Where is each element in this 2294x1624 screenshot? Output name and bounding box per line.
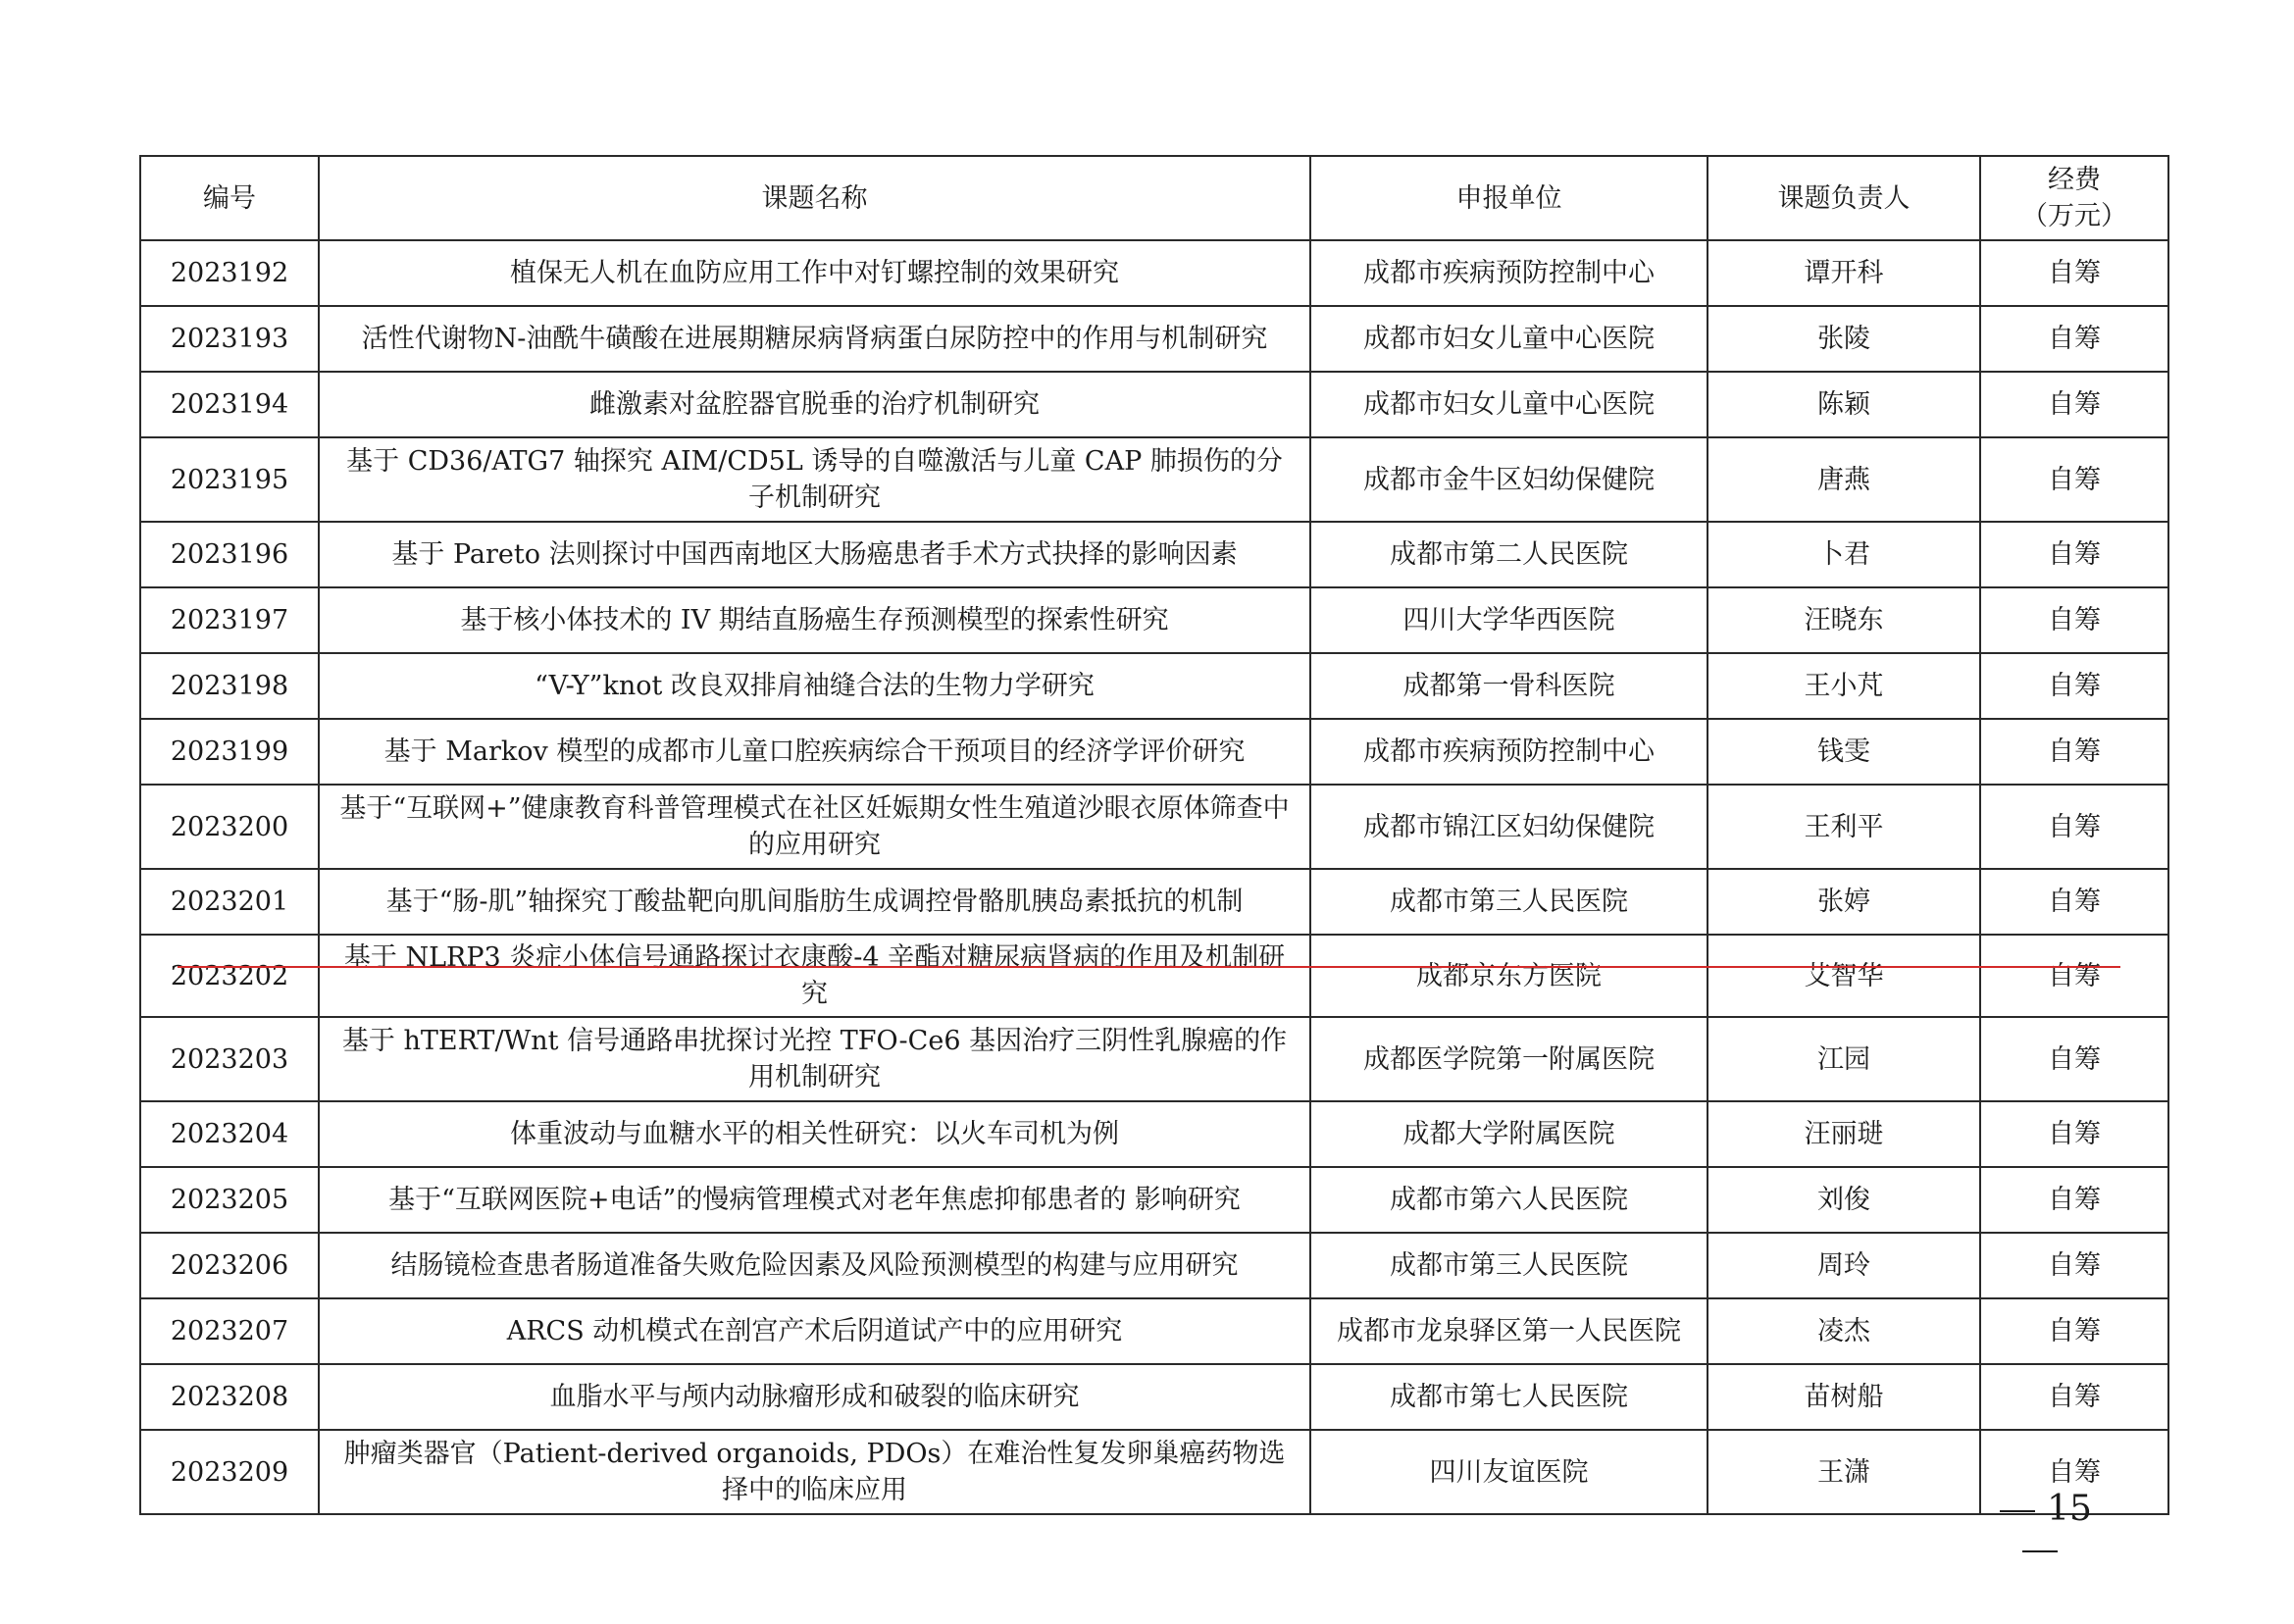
cell-lead: 艾智华 xyxy=(1708,935,1980,1017)
table-row xyxy=(140,1101,2168,1167)
cell-unit: 成都市第六人民医院 xyxy=(1310,1167,1708,1233)
cell-lead: 卜君 xyxy=(1708,522,1980,587)
page-number xyxy=(1962,1489,2118,1569)
cell-lead: 张婷 xyxy=(1708,869,1980,935)
cell-unit: 成都第一骨科医院 xyxy=(1310,653,1708,719)
cell-unit: 成都大学附属医院 xyxy=(1310,1101,1708,1167)
cell-fund: 自筹 xyxy=(1980,1430,2168,1514)
cell-id: 2023192 xyxy=(140,240,319,306)
cell-fund: 自筹 xyxy=(1980,869,2168,935)
table-row xyxy=(140,306,2168,372)
cell-id: 2023197 xyxy=(140,587,319,653)
cell-unit: 成都市疾病预防控制中心 xyxy=(1310,240,1708,306)
cell-id: 2023206 xyxy=(140,1233,319,1298)
cell-fund: 自筹 xyxy=(1980,653,2168,719)
cell-title: 基于 hTERT/Wnt 信号通路串扰探讨光控 TFO-Ce6 基因治疗三阴性乳腺癌的作用机制研究 xyxy=(319,1017,1310,1101)
cell-fund: 自筹 xyxy=(1980,1017,2168,1101)
cell-unit: 四川大学华西医院 xyxy=(1310,587,1708,653)
cell-title: 基于“肠-肌”轴探究丁酸盐靶向肌间脂肪生成调控骨骼肌胰岛素抵抗的机制 xyxy=(319,869,1310,935)
cell-id: 2023208 xyxy=(140,1364,319,1430)
table-body xyxy=(140,240,2168,1514)
cell-unit: 成都医学院第一附属医院 xyxy=(1310,1017,1708,1101)
table-row xyxy=(140,1364,2168,1430)
header-fund-line2: （万元） xyxy=(2021,201,2127,231)
cell-unit: 成都市第七人民医院 xyxy=(1310,1364,1708,1430)
table-row xyxy=(140,587,2168,653)
cell-unit: 成都市妇女儿童中心医院 xyxy=(1310,306,1708,372)
cell-id: 2023199 xyxy=(140,719,319,785)
table-row xyxy=(140,1430,2168,1514)
page-dash-left xyxy=(2000,1510,2035,1512)
header-lead: 课题负责人 xyxy=(1708,156,1980,240)
cell-id: 2023194 xyxy=(140,372,319,437)
cell-id: 2023205 xyxy=(140,1167,319,1233)
cell-unit: 成都市第三人民医院 xyxy=(1310,1233,1708,1298)
cell-unit: 成都市金牛区妇幼保健院 xyxy=(1310,437,1708,522)
cell-lead: 苗树船 xyxy=(1708,1364,1980,1430)
cell-id: 2023193 xyxy=(140,306,319,372)
cell-title: 基于 Pareto 法则探讨中国西南地区大肠癌患者手术方式抉择的影响因素 xyxy=(319,522,1310,587)
cell-title: 基于“互联网医院+电话”的慢病管理模式对老年焦虑抑郁患者的 影响研究 xyxy=(319,1167,1310,1233)
cell-title: 基于 Markov 模型的成都市儿童口腔疾病综合干预项目的经济学评价研究 xyxy=(319,719,1310,785)
cell-id: 2023198 xyxy=(140,653,319,719)
table-row xyxy=(140,869,2168,935)
cell-lead: 王潇 xyxy=(1708,1430,1980,1514)
header-fund-line1: 经费 xyxy=(2048,165,2101,195)
table-row xyxy=(140,522,2168,587)
cell-fund: 自筹 xyxy=(1980,1298,2168,1364)
cell-title: 植保无人机在血防应用工作中对钉螺控制的效果研究 xyxy=(319,240,1310,306)
cell-title: “V-Y”knot 改良双排肩袖缝合法的生物力学研究 xyxy=(319,653,1310,719)
header-id: 编号 xyxy=(140,156,319,240)
table-row xyxy=(140,1233,2168,1298)
cell-fund: 自筹 xyxy=(1980,785,2168,869)
cell-unit: 成都市疾病预防控制中心 xyxy=(1310,719,1708,785)
red-underline-annotation xyxy=(178,966,2120,968)
cell-title: 基于“互联网+”健康教育科普管理模式在社区妊娠期女性生殖道沙眼衣原体筛查中的应用研究 xyxy=(319,785,1310,869)
cell-lead: 谭开科 xyxy=(1708,240,1980,306)
cell-id: 2023203 xyxy=(140,1017,319,1101)
cell-fund: 自筹 xyxy=(1980,522,2168,587)
table-header-row xyxy=(140,156,2168,240)
cell-lead: 唐燕 xyxy=(1708,437,1980,522)
cell-fund: 自筹 xyxy=(1980,1167,2168,1233)
cell-fund: 自筹 xyxy=(1980,1101,2168,1167)
cell-title: 基于 NLRP3 炎症小体信号通路探讨衣康酸-4 辛酯对糖尿病肾病的作用及机制研究 xyxy=(319,935,1310,1017)
cell-fund: 自筹 xyxy=(1980,437,2168,522)
cell-title: 体重波动与血糖水平的相关性研究：以火车司机为例 xyxy=(319,1101,1310,1167)
cell-lead: 钱雯 xyxy=(1708,719,1980,785)
cell-id: 2023200 xyxy=(140,785,319,869)
cell-id: 2023196 xyxy=(140,522,319,587)
cell-unit: 成都京东方医院 xyxy=(1310,935,1708,1017)
cell-title: 基于核小体技术的 IV 期结直肠癌生存预测模型的探索性研究 xyxy=(319,587,1310,653)
cell-lead: 江园 xyxy=(1708,1017,1980,1101)
cell-id: 2023195 xyxy=(140,437,319,522)
cell-fund: 自筹 xyxy=(1980,719,2168,785)
header-title: 课题名称 xyxy=(319,156,1310,240)
cell-unit: 四川友谊医院 xyxy=(1310,1430,1708,1514)
header-unit: 申报单位 xyxy=(1310,156,1708,240)
cell-fund: 自筹 xyxy=(1980,1364,2168,1430)
cell-lead: 周玲 xyxy=(1708,1233,1980,1298)
cell-lead: 王利平 xyxy=(1708,785,1980,869)
cell-fund: 自筹 xyxy=(1980,935,2168,1017)
table-row-highlighted xyxy=(140,935,2168,1017)
cell-unit: 成都市第二人民医院 xyxy=(1310,522,1708,587)
cell-lead: 刘俊 xyxy=(1708,1167,1980,1233)
table-row xyxy=(140,437,2168,522)
cell-title: 肿瘤类器官（Patient-derived organoids, PDOs）在难治性复发卵巢癌药物选择中的临床应用 xyxy=(319,1430,1310,1514)
cell-id: 2023202 xyxy=(140,935,319,1017)
cell-unit: 成都市锦江区妇幼保健院 xyxy=(1310,785,1708,869)
page-number-value: 15 xyxy=(2047,1489,2092,1529)
cell-lead: 凌杰 xyxy=(1708,1298,1980,1364)
table-row xyxy=(140,1017,2168,1101)
cell-title: 活性代谢物N-油酰牛磺酸在进展期糖尿病肾病蛋白尿防控中的作用与机制研究 xyxy=(319,306,1310,372)
cell-id: 2023209 xyxy=(140,1430,319,1514)
header-fund xyxy=(1980,156,2168,240)
cell-fund: 自筹 xyxy=(1980,372,2168,437)
table-row xyxy=(140,1167,2168,1233)
cell-lead: 张陵 xyxy=(1708,306,1980,372)
cell-unit: 成都市第三人民医院 xyxy=(1310,869,1708,935)
cell-lead: 陈颖 xyxy=(1708,372,1980,437)
table-row xyxy=(140,1298,2168,1364)
cell-title: 雌激素对盆腔器官脱垂的治疗机制研究 xyxy=(319,372,1310,437)
cell-unit: 成都市妇女儿童中心医院 xyxy=(1310,372,1708,437)
cell-fund: 自筹 xyxy=(1980,240,2168,306)
cell-title: 结肠镜检查患者肠道准备失败危险因素及风险预测模型的构建与应用研究 xyxy=(319,1233,1310,1298)
cell-lead: 王小芃 xyxy=(1708,653,1980,719)
cell-id: 2023207 xyxy=(140,1298,319,1364)
table-row xyxy=(140,240,2168,306)
cell-title: 血脂水平与颅内动脉瘤形成和破裂的临床研究 xyxy=(319,1364,1310,1430)
cell-lead: 汪丽琎 xyxy=(1708,1101,1980,1167)
cell-title: 基于 CD36/ATG7 轴探究 AIM/CD5L 诱导的自噬激活与儿童 CAP 肺损伤的分子机制研究 xyxy=(319,437,1310,522)
cell-unit: 成都市龙泉驿区第一人民医院 xyxy=(1310,1298,1708,1364)
cell-fund: 自筹 xyxy=(1980,587,2168,653)
cell-id: 2023204 xyxy=(140,1101,319,1167)
table-row xyxy=(140,719,2168,785)
table-row xyxy=(140,785,2168,869)
project-table xyxy=(139,155,2169,1515)
cell-fund: 自筹 xyxy=(1980,1233,2168,1298)
cell-id: 2023201 xyxy=(140,869,319,935)
cell-lead: 汪晓东 xyxy=(1708,587,1980,653)
table-row xyxy=(140,653,2168,719)
table-row xyxy=(140,372,2168,437)
cell-fund: 自筹 xyxy=(1980,306,2168,372)
cell-title: ARCS 动机模式在剖宫产术后阴道试产中的应用研究 xyxy=(319,1298,1310,1364)
page-dash-right xyxy=(2022,1550,2058,1552)
